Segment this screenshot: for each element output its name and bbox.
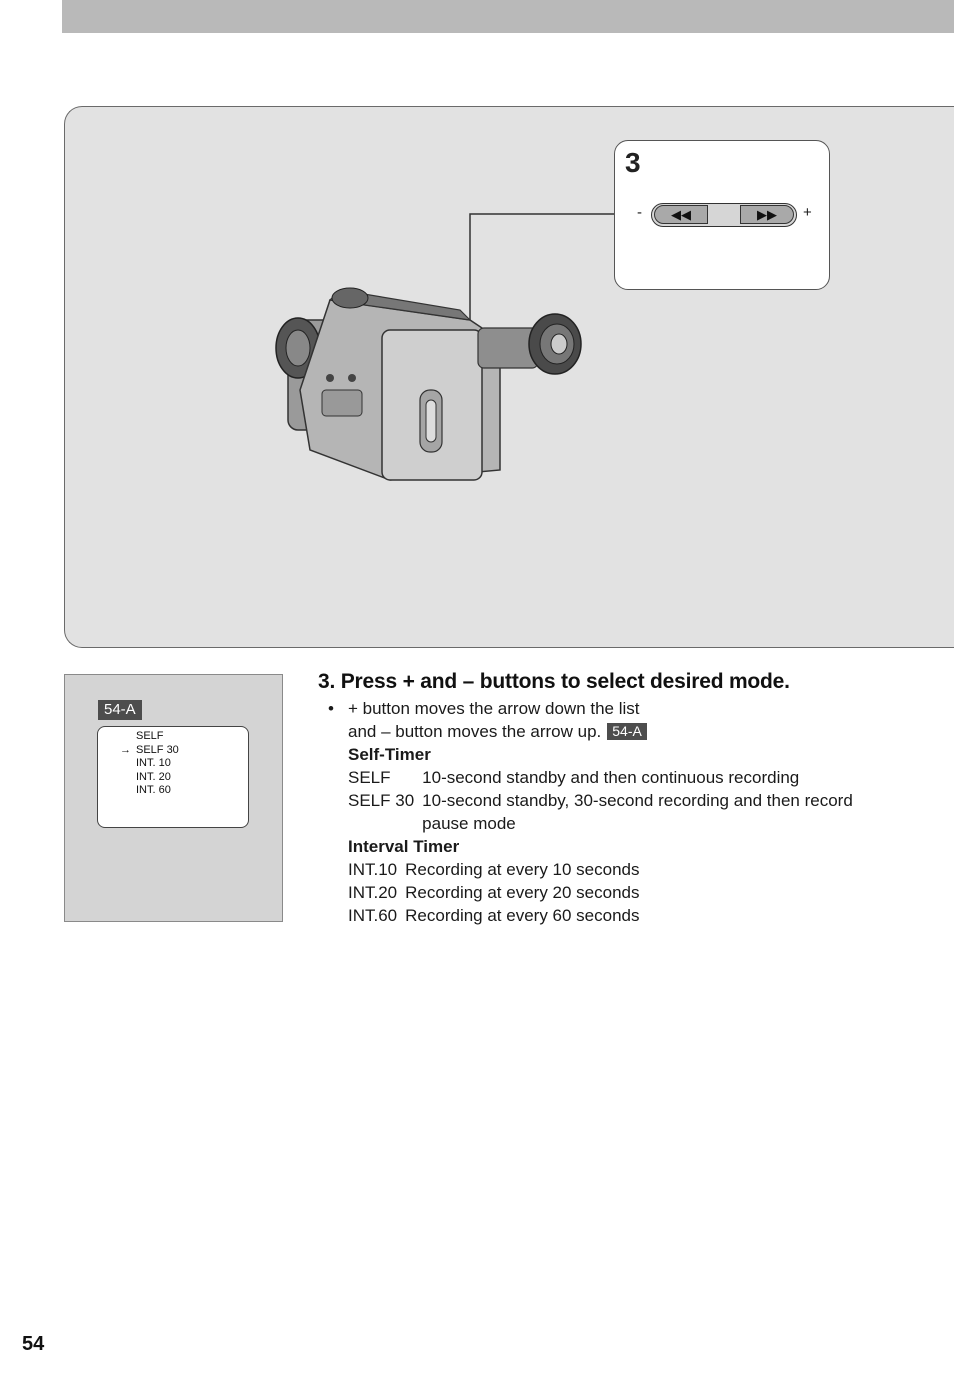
menu-item-self: SELF — [136, 730, 164, 742]
interval-timer-title: Interval Timer — [348, 837, 460, 856]
self-timer-title: Self-Timer — [348, 745, 431, 764]
interval-timer-table — [348, 858, 640, 927]
mode-desc: Recording at every 20 seconds — [405, 883, 640, 902]
camcorder-illustration — [270, 280, 590, 495]
rocker-button[interactable] — [651, 203, 797, 227]
menu-item-int20: INT. 20 — [136, 770, 171, 783]
minus-label: - — [637, 204, 642, 221]
plus-label: + — [803, 204, 812, 221]
mode-code: SELF 30 — [348, 791, 415, 810]
inline-tag: 54-A — [607, 723, 647, 740]
mode-desc: Recording at every 60 seconds — [405, 906, 640, 925]
mode-desc: 10-second standby and then continuous recording — [422, 768, 800, 787]
bullet-dot: • — [328, 699, 334, 718]
callout-step-number: 3 — [625, 147, 641, 178]
bullet-line-1: + button moves the arrow down the list — [348, 699, 640, 718]
menu-item-self30: → SELF 30 — [120, 743, 179, 756]
step-heading: 3. Press + and – buttons to select desired mode. — [318, 670, 790, 693]
selection-arrow-icon: → — [120, 743, 131, 756]
mode-desc: Recording at every 10 seconds — [405, 860, 640, 879]
table-row — [348, 904, 640, 927]
table-row — [348, 789, 878, 835]
viewfinder-screen — [97, 726, 249, 828]
mode-code: INT.60 — [348, 906, 398, 925]
display-tag: 54-A — [98, 700, 142, 720]
table-row — [348, 766, 878, 789]
button-callout-box — [614, 140, 830, 290]
menu-item-int60: INT. 60 — [136, 784, 171, 796]
mode-code: INT.10 — [348, 860, 398, 879]
self-timer-table — [348, 766, 878, 835]
display-panel — [64, 674, 283, 922]
bullet-line-2: and – button moves the arrow up. — [348, 722, 602, 741]
mode-desc: 10-second standby, 30-second recording and then record pause mode — [422, 791, 853, 833]
instructions — [318, 667, 878, 927]
rw-ff-control — [635, 201, 817, 229]
table-row — [348, 858, 640, 881]
mode-code: INT.20 — [348, 883, 398, 902]
page-number: 54 — [22, 1333, 45, 1355]
table-row — [348, 881, 640, 904]
fast-forward-icon[interactable]: ▶▶ — [740, 205, 794, 224]
mode-code: SELF — [348, 768, 391, 787]
bullet-text — [328, 697, 878, 743]
rewind-icon[interactable]: ◀◀ — [654, 205, 708, 224]
menu-list — [120, 730, 179, 798]
menu-item-int10: INT. 10 — [136, 757, 171, 769]
